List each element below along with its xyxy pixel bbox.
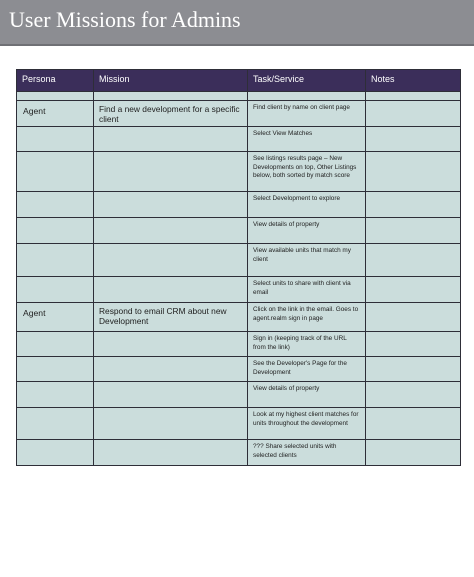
table-row (17, 357, 461, 382)
table-header-row (17, 70, 461, 92)
persona-cell (17, 357, 94, 382)
column-header-notes: Notes (366, 70, 461, 92)
user-missions-table (16, 69, 461, 466)
task-cell: See listings results page – New Developments on top, Other Listings below, both sorted by match score (248, 152, 366, 192)
table-row (17, 152, 461, 192)
persona-cell: Agent (17, 303, 94, 332)
table-row (17, 440, 461, 466)
spacer-cell (366, 92, 461, 101)
table-row (17, 382, 461, 408)
spacer-cell (94, 92, 248, 101)
persona-cell (17, 332, 94, 357)
table-row (17, 127, 461, 152)
persona-cell (17, 277, 94, 303)
persona-cell (17, 408, 94, 440)
mission-cell (94, 152, 248, 192)
persona-cell (17, 152, 94, 192)
notes-cell (366, 192, 461, 218)
notes-cell (366, 101, 461, 127)
mission-cell (94, 244, 248, 277)
spacer-cell (248, 92, 366, 101)
notes-cell (366, 244, 461, 277)
mission-cell (94, 408, 248, 440)
mission-cell: Find a new development for a specific client (94, 101, 248, 127)
table-row (17, 277, 461, 303)
notes-cell (366, 440, 461, 466)
mission-cell (94, 127, 248, 152)
mission-cell (94, 192, 248, 218)
column-header-mission: Mission (94, 70, 248, 92)
task-cell: View details of property (248, 382, 366, 408)
task-cell: Select units to share with client via email (248, 277, 366, 303)
notes-cell (366, 332, 461, 357)
spacer-cell (17, 92, 94, 101)
task-cell: Find client by name on client page (248, 101, 366, 127)
persona-cell (17, 127, 94, 152)
table-row (17, 101, 461, 127)
persona-cell (17, 218, 94, 244)
column-header-persona: Persona (17, 70, 94, 92)
notes-cell (366, 357, 461, 382)
notes-cell (366, 152, 461, 192)
task-cell: Sign in (keeping track of the URL from the link) (248, 332, 366, 357)
persona-cell: Agent (17, 101, 94, 127)
task-cell: View details of property (248, 218, 366, 244)
mission-cell (94, 440, 248, 466)
mission-cell (94, 218, 248, 244)
notes-cell (366, 382, 461, 408)
task-cell: Click on the link in the email. Goes to agent.realm sign in page (248, 303, 366, 332)
task-cell: Look at my highest client matches for units throughout the development (248, 408, 366, 440)
mission-cell (94, 332, 248, 357)
column-header-task-service: Task/Service (248, 70, 366, 92)
table-row (17, 192, 461, 218)
persona-cell (17, 382, 94, 408)
notes-cell (366, 127, 461, 152)
task-cell: View available units that match my client (248, 244, 366, 277)
header-spacer-row (17, 92, 461, 101)
mission-cell: Respond to email CRM about new Development (94, 303, 248, 332)
title-bar (0, 0, 474, 46)
page-title: User Missions for Admins (9, 7, 241, 32)
notes-cell (366, 303, 461, 332)
task-cell: See the Developer's Page for the Development (248, 357, 366, 382)
table-row (17, 332, 461, 357)
table-row (17, 303, 461, 332)
table-row (17, 244, 461, 277)
task-cell: ??? Share selected units with selected clients (248, 440, 366, 466)
persona-cell (17, 244, 94, 277)
persona-cell (17, 192, 94, 218)
mission-cell (94, 357, 248, 382)
mission-cell (94, 382, 248, 408)
notes-cell (366, 277, 461, 303)
table-row (17, 218, 461, 244)
task-cell: Select Development to explore (248, 192, 366, 218)
notes-cell (366, 408, 461, 440)
task-cell: Select View Matches (248, 127, 366, 152)
persona-cell (17, 440, 94, 466)
notes-cell (366, 218, 461, 244)
mission-cell (94, 277, 248, 303)
table-row (17, 408, 461, 440)
